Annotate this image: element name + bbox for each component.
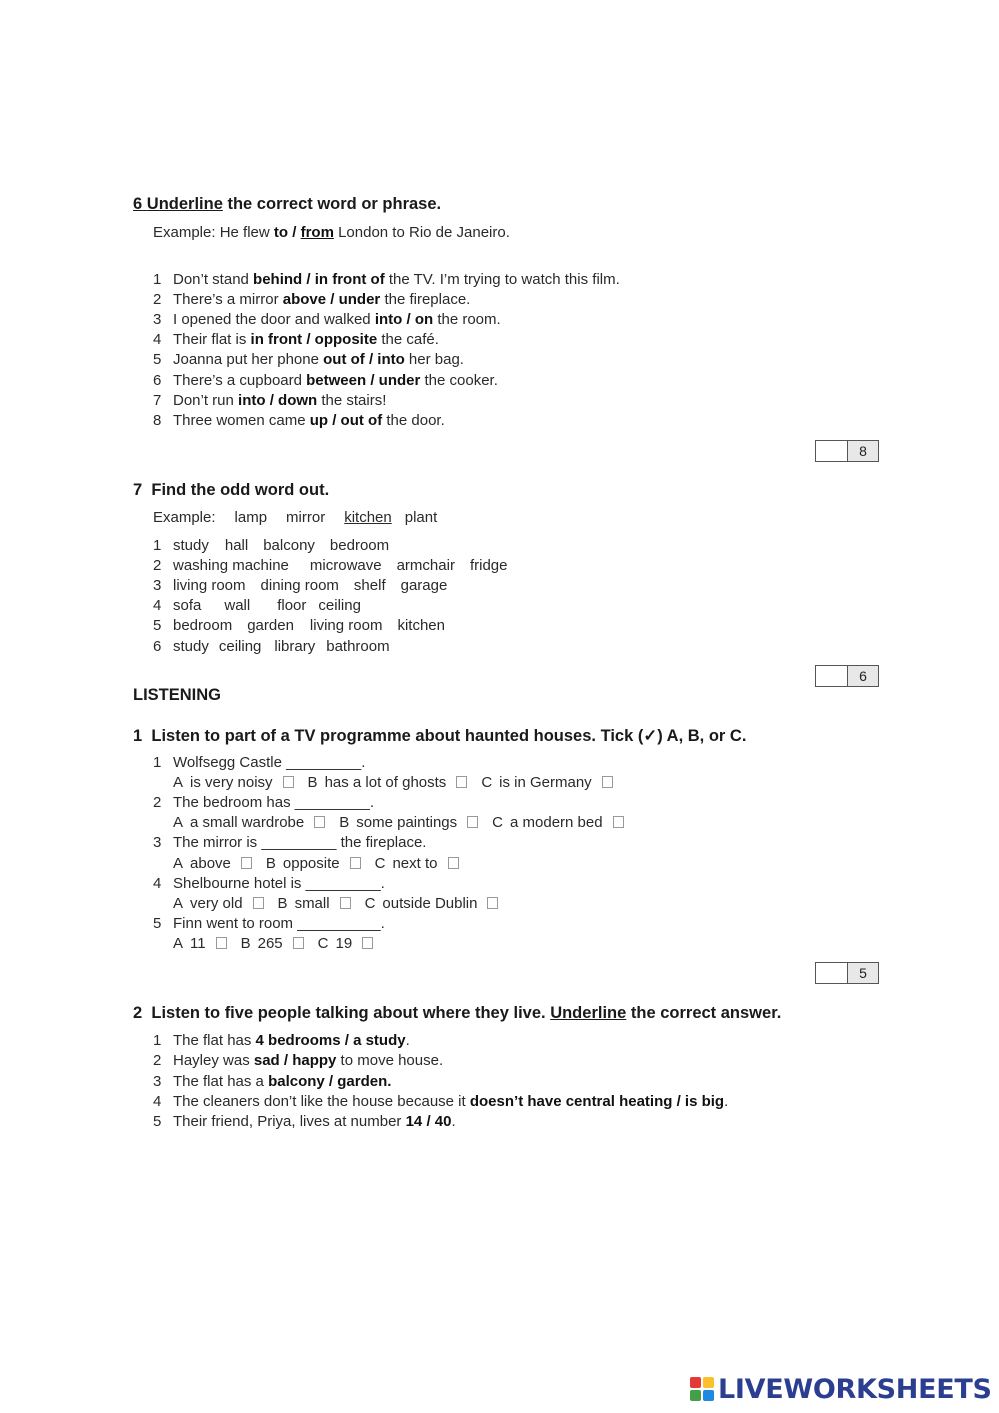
option-text: some paintings: [356, 814, 458, 832]
question-text: Shelbourne hotel is _________.: [173, 874, 385, 892]
item-text: the TV. I’m trying to watch this film.: [384, 271, 620, 288]
item-number: 2: [153, 1052, 162, 1070]
word-option[interactable]: bedroom: [173, 617, 233, 635]
word-row: [153, 597, 361, 614]
option-text: opposite: [282, 854, 340, 872]
item-number: 3: [153, 311, 162, 329]
sentence-item: [153, 1032, 410, 1049]
liveworksheets-logo[interactable]: [690, 1374, 992, 1404]
item-text: .: [451, 1113, 456, 1131]
answer-options-row: [173, 895, 498, 912]
option-text: is very noisy: [190, 774, 273, 792]
option-text: very old: [190, 894, 243, 912]
word-option[interactable]: kitchen: [397, 617, 445, 635]
word-option[interactable]: garden: [247, 617, 294, 635]
section7-example: Example: lamp mirror kitchen plant: [153, 509, 438, 526]
tick-checkbox[interactable]: [216, 937, 227, 949]
option-text: 19: [335, 934, 353, 952]
option-letter: A: [173, 894, 184, 912]
sentence-item: [153, 271, 620, 288]
item-number: 5: [153, 914, 162, 932]
tick-checkbox[interactable]: [293, 937, 304, 949]
item-number: 1: [153, 271, 162, 288]
tick-checkbox[interactable]: [456, 776, 467, 788]
word-option[interactable]: sofa: [173, 597, 202, 615]
item-text: the stairs!: [317, 391, 387, 409]
sentence-item: [153, 412, 445, 429]
item-text: to move house.: [336, 1052, 444, 1070]
word-row: [153, 617, 445, 634]
tick-checkbox[interactable]: [340, 897, 351, 909]
option-letter: B: [277, 894, 288, 912]
tick-checkbox[interactable]: [448, 857, 459, 869]
question-text: Finn went to room __________.: [173, 914, 385, 932]
answer-options[interactable]: out of / into: [323, 351, 405, 369]
word-option[interactable]: bathroom: [326, 637, 390, 655]
answer-options[interactable]: into / down: [238, 391, 318, 409]
item-text: the room.: [433, 311, 501, 329]
tick-checkbox[interactable]: [241, 857, 252, 869]
option-letter: A: [173, 774, 184, 792]
answer-options[interactable]: balcony / garden.: [268, 1072, 392, 1090]
option-text: 265: [257, 934, 283, 952]
answer-options[interactable]: behind / in front of: [253, 271, 385, 288]
answer-options[interactable]: in front / opposite: [250, 331, 378, 349]
item-text: There’s a mirror: [173, 291, 283, 309]
word-option[interactable]: library: [274, 637, 316, 655]
word-option[interactable]: study: [173, 637, 209, 655]
word-option[interactable]: fridge: [469, 557, 508, 575]
word-option[interactable]: washing machine: [173, 557, 289, 575]
sentence-item: [153, 392, 386, 409]
option-letter: B: [265, 854, 276, 872]
tick-checkbox[interactable]: [350, 857, 361, 869]
word-option[interactable]: microwave: [309, 557, 382, 575]
listening-q1-title: 1 Listen to part of a TV programme about haunted houses. Tick (✓) A, B, or C.: [133, 727, 747, 745]
item-text: The cleaners don’t like the house because it: [173, 1092, 470, 1110]
sentence-item: [153, 1073, 391, 1090]
answer-options-row: [173, 855, 459, 872]
item-text: There’s a cupboard: [173, 371, 307, 389]
word-option[interactable]: ceiling: [318, 597, 361, 615]
option-letter: B: [240, 934, 251, 952]
option-letter: C: [492, 814, 503, 832]
word-option[interactable]: balcony: [263, 537, 315, 554]
sentence-item: [153, 351, 464, 368]
option-text: small: [294, 894, 330, 912]
section7-score-box[interactable]: 6: [815, 665, 879, 687]
word-option[interactable]: armchair: [396, 557, 455, 575]
option-text: has a lot of ghosts: [324, 774, 447, 792]
item-number: 5: [153, 617, 162, 635]
item-number: 4: [153, 331, 162, 349]
item-text: I opened the door and walked: [173, 311, 375, 329]
item-number: 5: [153, 351, 162, 369]
option-letter: A: [173, 814, 184, 832]
listening-q1-score-box[interactable]: 5: [815, 962, 879, 984]
item-text: the cooker.: [420, 371, 498, 389]
liveworksheets-logo-text: LIVEWORKSHEETS: [718, 1373, 992, 1405]
sentence-item: [153, 1113, 456, 1130]
item-number: 3: [153, 834, 162, 852]
option-text: outside Dublin: [382, 894, 478, 912]
item-text: .: [405, 1032, 410, 1049]
option-text: is in Germany: [499, 774, 592, 792]
item-text: Hayley was: [173, 1052, 254, 1070]
item-number: 6: [153, 371, 162, 389]
item-number: 1: [153, 754, 162, 771]
answer-options[interactable]: 4 bedrooms / a study: [255, 1032, 406, 1049]
tick-checkbox[interactable]: [253, 897, 264, 909]
option-letter: C: [364, 894, 376, 912]
item-number: 1: [153, 1032, 162, 1049]
question-text: The mirror is _________ the fireplace.: [173, 834, 427, 852]
tick-checkbox[interactable]: [283, 776, 294, 788]
option-text: a modern bed: [510, 814, 603, 832]
item-text: .: [724, 1092, 729, 1110]
item-number: 6: [153, 637, 162, 655]
word-row: [153, 577, 447, 594]
sentence-item: [153, 372, 498, 389]
word-row: [153, 537, 389, 554]
item-number: 4: [153, 1092, 162, 1110]
sentence-item: [153, 291, 470, 308]
word-option[interactable]: living room: [309, 617, 383, 635]
item-text: Don’t run: [173, 391, 239, 409]
item-text: the door.: [382, 411, 445, 429]
question-stem: [153, 794, 374, 811]
item-text: Their flat is: [173, 331, 251, 349]
option-letter: C: [374, 854, 386, 872]
sentence-item: [153, 331, 439, 348]
item-number: 8: [153, 411, 162, 429]
item-text: The flat has: [173, 1032, 256, 1049]
item-number: 5: [153, 1113, 162, 1131]
question-text: The bedroom has _________.: [173, 794, 374, 812]
option-letter: C: [317, 934, 329, 952]
tick-checkbox[interactable]: [314, 816, 325, 828]
answer-options-row: [173, 935, 373, 952]
option-text: above: [190, 854, 231, 872]
word-option[interactable]: study: [173, 537, 209, 554]
word-option[interactable]: shelf: [353, 577, 386, 595]
tick-checkbox[interactable]: [487, 897, 498, 909]
item-number: 2: [153, 794, 162, 812]
section6-title: 6 Underline the correct word or phrase.: [133, 195, 442, 213]
item-number: 3: [153, 577, 162, 595]
liveworksheets-logo-icon: [690, 1377, 714, 1401]
word-option[interactable]: ceiling: [218, 637, 262, 655]
item-number: 4: [153, 874, 162, 892]
answer-options-row: [173, 774, 613, 791]
answer-options[interactable]: sad / happy: [253, 1052, 337, 1070]
word-option[interactable]: hall: [224, 537, 249, 554]
option-letter: B: [339, 814, 350, 832]
option-text: a small wardrobe: [190, 814, 305, 832]
item-number: 7: [153, 391, 162, 409]
item-text: Their friend, Priya, lives at number: [173, 1113, 406, 1131]
item-number: 2: [153, 557, 162, 575]
word-row: [153, 557, 507, 574]
section6-example: Example: He flew to / from London to Rio de Janeiro.: [153, 224, 510, 241]
word-option[interactable]: dining room: [260, 577, 339, 595]
word-option[interactable]: living room: [173, 577, 246, 595]
option-text: next to: [392, 854, 438, 872]
item-text: the café.: [377, 331, 439, 349]
item-text: the fireplace.: [380, 291, 471, 309]
item-text: Joanna put her phone: [173, 351, 324, 369]
tick-checkbox[interactable]: [602, 776, 613, 788]
item-text: Don’t stand: [173, 271, 254, 288]
word-option[interactable]: wall: [224, 597, 251, 615]
answer-options[interactable]: 14 / 40: [405, 1113, 452, 1131]
sentence-item: [153, 1093, 728, 1110]
question-stem: [153, 834, 426, 851]
option-letter: A: [173, 934, 184, 952]
question-stem: [153, 915, 385, 932]
tick-checkbox[interactable]: [362, 937, 373, 949]
answer-options[interactable]: into / on: [374, 311, 434, 329]
answer-options[interactable]: doesn’t have central heating / is big: [469, 1092, 725, 1110]
item-number: 3: [153, 1072, 162, 1090]
section7-title: 7 Find the odd word out.: [133, 481, 330, 499]
listening-heading: LISTENING: [133, 686, 222, 704]
word-option[interactable]: bedroom: [329, 537, 390, 554]
word-option[interactable]: floor: [277, 597, 307, 615]
question-stem: [153, 875, 385, 892]
item-text: The flat has a: [173, 1072, 269, 1090]
answer-options[interactable]: above / under: [282, 291, 381, 309]
answer-options[interactable]: between / under: [306, 371, 421, 389]
sentence-item: [153, 311, 501, 328]
item-number: 1: [153, 537, 162, 554]
item-text: her bag.: [404, 351, 464, 369]
answer-options-row: [173, 814, 624, 831]
sentence-item: [153, 1052, 443, 1069]
word-row: [153, 638, 390, 655]
question-stem: [153, 754, 365, 771]
option-text: 11: [190, 934, 206, 952]
section6-score-box[interactable]: 8: [815, 440, 879, 462]
option-letter: B: [307, 774, 318, 792]
item-number: 2: [153, 291, 162, 309]
listening-q2-title: 2 Listen to five people talking about where they live. Underline the correct answer.: [133, 1004, 782, 1022]
tick-checkbox[interactable]: [467, 816, 478, 828]
item-number: 4: [153, 597, 162, 615]
item-text: Three women came: [173, 411, 310, 429]
option-letter: A: [173, 854, 184, 872]
question-text: Wolfsegg Castle _________.: [173, 754, 366, 771]
tick-checkbox[interactable]: [613, 816, 624, 828]
answer-options[interactable]: up / out of: [309, 411, 383, 429]
word-option[interactable]: garage: [400, 577, 448, 595]
option-letter: C: [481, 774, 493, 792]
